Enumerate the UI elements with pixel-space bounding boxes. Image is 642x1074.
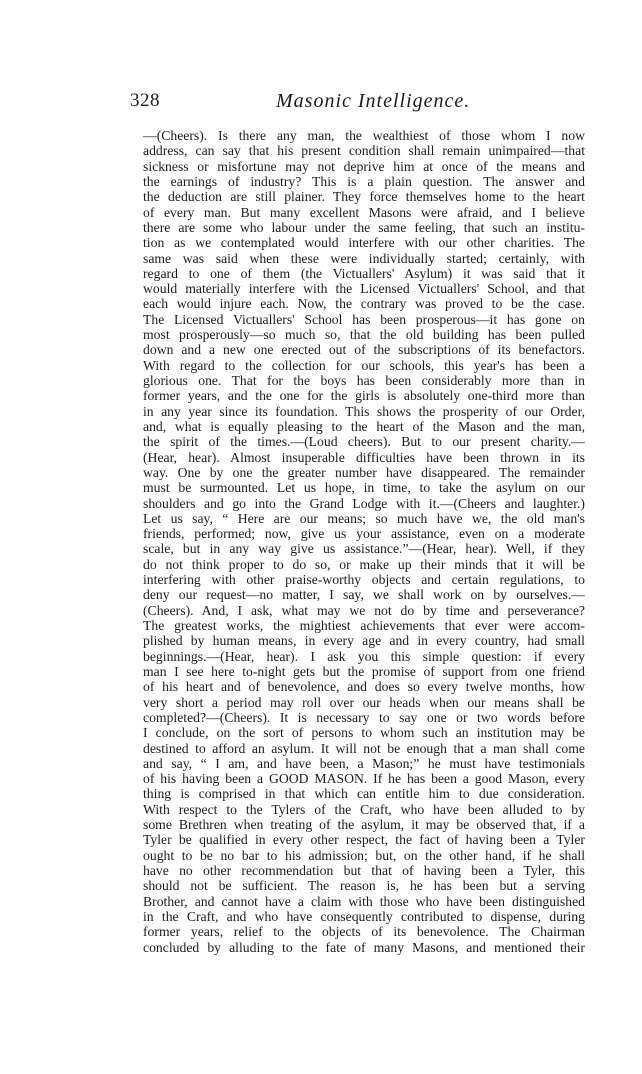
- running-title: Masonic Intelligence.: [276, 90, 471, 112]
- text-line: the spirit of the times.—(Loud cheers). But to our present charity.—: [143, 434, 585, 450]
- text-line: concluded by alluding to the fate of many Masons, and mentioned their: [143, 939, 585, 955]
- text-line: glorious one. That for the boys has been considerably more than in: [143, 373, 585, 388]
- text-line: have no other recommendation but that of having been a Tyler, this: [143, 863, 585, 878]
- text-line: there are some who labour under the same feeling, that such an institu-: [143, 219, 585, 235]
- text-line: former years, and the one for the girls is absolutely one-third more than: [143, 388, 585, 404]
- text-line: of every man. But many excellent Masons were afraid, and I believe: [143, 204, 585, 220]
- text-line: sickness or misfortune may not deprive him at once of the means and: [143, 158, 585, 174]
- text-line: thing is comprised in that which can entitle him to due consideration.: [143, 786, 585, 802]
- text-line: down and a new one erected out of the subscriptions of its benefactors.: [143, 342, 585, 358]
- text-line: Tyler be qualified in every other respect, the fact of having been a Tyler: [143, 832, 585, 848]
- text-line: address, can say that his present condition shall remain unimpaired—that: [143, 143, 585, 159]
- text-line: completed?—(Cheers). It is necessary to say one or two words before: [143, 709, 585, 725]
- body-text: [143, 128, 585, 955]
- text-line: former years, relief to the objects of its benevolence. The Chairman: [143, 924, 585, 940]
- text-line: The Licensed Victuallers' School has been prosperous—it has gone on: [143, 311, 585, 327]
- text-line: scale, but in any way give us assistance.”—(Hear, hear). Well, if they: [143, 541, 585, 557]
- text-line: Let us say, “ Here are our means; so much have we, the old man's: [143, 510, 585, 526]
- text-line: way. One by one the greater number have disappeared. The remainder: [143, 464, 585, 480]
- text-line: the earnings of industry? This is a plain question. The answer and: [143, 173, 585, 189]
- text-line: —(Cheers). Is there any man, the wealthiest of those whom I now: [143, 128, 585, 143]
- page-number: 328: [130, 90, 160, 111]
- text-line: (Cheers). And, I ask, what may we not do by time and perseverance?: [143, 602, 585, 618]
- text-line: and, what is equally pleasing to the heart of the Mason and the man,: [143, 418, 585, 434]
- text-line: of his heart and of benevolence, and does so every twelve months, how: [143, 679, 585, 695]
- text-line: the deduction are still plainer. They force themselves home to the heart: [143, 189, 585, 205]
- text-line: in the Craft, and who have consequently contributed to dispense, during: [143, 908, 585, 924]
- text-line: would materially interfere with the Licensed Victuallers' School, and that: [143, 281, 585, 297]
- text-line: interfering with other praise-worthy objects and certain regulations, to: [143, 572, 585, 588]
- text-line: and say, “ I am, and have been, a Mason;” he must have testimonials: [143, 755, 585, 771]
- text-line: in any year since its foundation. This shows the prosperity of our Order,: [143, 403, 585, 419]
- text-line: each would injure each. Now, the contrary was proved to be the case.: [143, 296, 585, 312]
- text-line: most prosperously—so much so, that the old building has been pulled: [143, 327, 585, 343]
- text-line: tion as we contemplated would interfere with our other charities. The: [143, 235, 585, 251]
- page-header: [130, 90, 470, 120]
- text-line: Brother, and cannot have a claim with those who have been distinguished: [143, 893, 585, 909]
- text-line: must be surmounted. Let us hope, in time, to take the asylum on our: [143, 480, 585, 496]
- text-line: deny our request—no matter, I say, we shall work on by ourselves.—: [143, 587, 585, 603]
- text-line: With respect to the Tylers of the Craft, who have been alluded to by: [143, 801, 585, 817]
- text-line: man I see here to-night gets but the promise of support from one friend: [143, 663, 585, 679]
- text-line: of his having been a GOOD MASON. If he has been a good Mason, every: [143, 771, 585, 787]
- text-line: very short a period may roll over our heads when our means shall be: [143, 694, 585, 710]
- text-line: (Hear, hear). Almost insuperable difficulties have been thrown in its: [143, 449, 585, 465]
- text-line: same was said when these were individually started; certainly, with: [143, 250, 585, 266]
- text-line: plished by human means, in every age and in every country, had small: [143, 633, 585, 649]
- text-line: shoulders and go into the Grand Lodge with it.—(Cheers and laughter.): [143, 495, 585, 511]
- text-line: The greatest works, the mightiest achievements that ever were accom-: [143, 618, 585, 633]
- text-line: should not be sufficient. The reason is, he has been but a serving: [143, 878, 585, 894]
- text-line: do not think proper to do so, or make up their minds that it will be: [143, 556, 585, 572]
- text-line: regard to one of them (the Victuallers' Asylum) it was said that it: [143, 265, 585, 281]
- text-line: With regard to the collection for our schools, this year's has been a: [143, 357, 585, 373]
- text-line: beginnings.—(Hear, hear). I ask you this simple question: if every: [143, 648, 585, 664]
- text-line: some Brethren when treating of the asylum, it may be observed that, if a: [143, 817, 585, 833]
- text-line: friends, performed; now, give us your assistance, even on a moderate: [143, 526, 585, 542]
- text-line: destined to afford an asylum. It will not be enough that a man shall come: [143, 740, 585, 756]
- text-line: I conclude, on the sort of persons to whom such an institution may be: [143, 725, 585, 741]
- text-line: ought to be no bar to his admission; but, on the other hand, if he shall: [143, 847, 585, 863]
